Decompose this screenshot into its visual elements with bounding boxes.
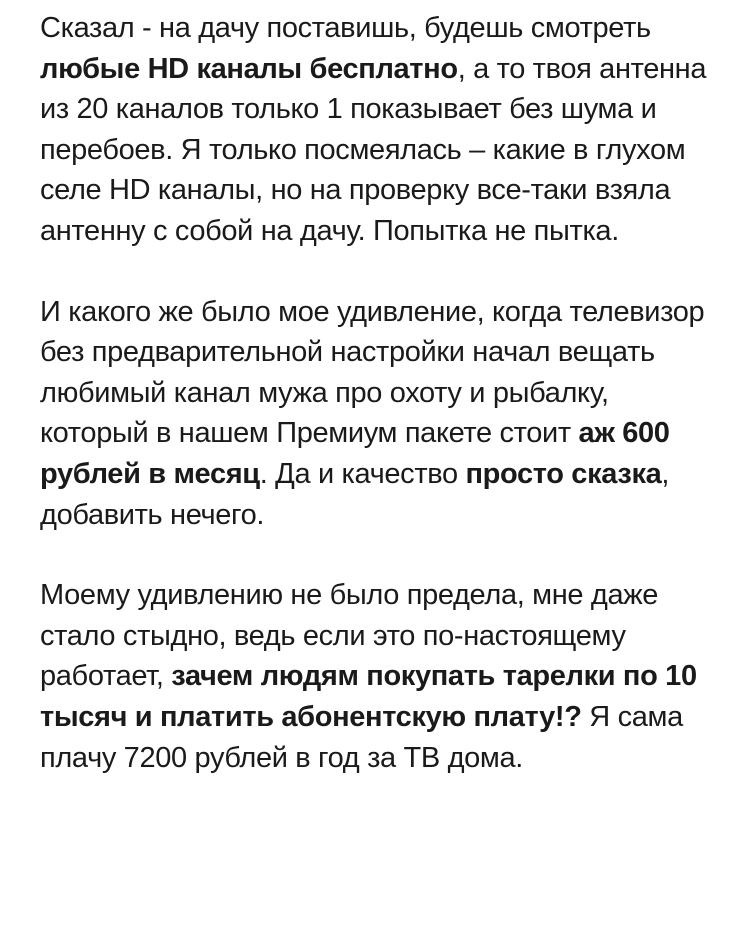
text-run-bold: зачем людям покупать тарелки по 10 тысяч и платить абонентскую плату!? <box>40 660 697 733</box>
text-run: И какого же было мое удивление, когда телевизор без предварительной настройки начал вещать любимый канал мужа про охоту и рыбалку, который в нашем Премиум пакете стоит <box>40 295 705 450</box>
text-run: , добавить нечего. <box>40 457 670 531</box>
text-run-bold: просто сказка <box>465 457 662 490</box>
text-run: , а то твоя антенна из 20 каналов только 1 показывает без шума и перебоев. Я только посмеялась – какие в глухом селе HD каналы, но на проверку все-таки взяла антенну с собой на дачу. Попытка не пытка. <box>40 52 707 247</box>
text-run: Я сама плачу 7200 рублей в год за ТВ дома. <box>40 700 683 774</box>
text-run: Сказал - на дачу поставишь, будешь смотреть <box>40 12 651 44</box>
paragraph-2 <box>40 292 722 536</box>
paragraph-1 <box>40 8 722 252</box>
text-run: Моему удивлению не было предела, мне даже стало стыдно, ведь если это по-настоящему работает, <box>40 579 659 693</box>
paragraph-3 <box>40 575 722 778</box>
text-run-bold: аж 600 рублей в месяц <box>40 417 670 490</box>
text-run: . Да и качество <box>259 457 466 490</box>
text-run-bold: любые HD каналы бесплатно <box>40 52 458 85</box>
